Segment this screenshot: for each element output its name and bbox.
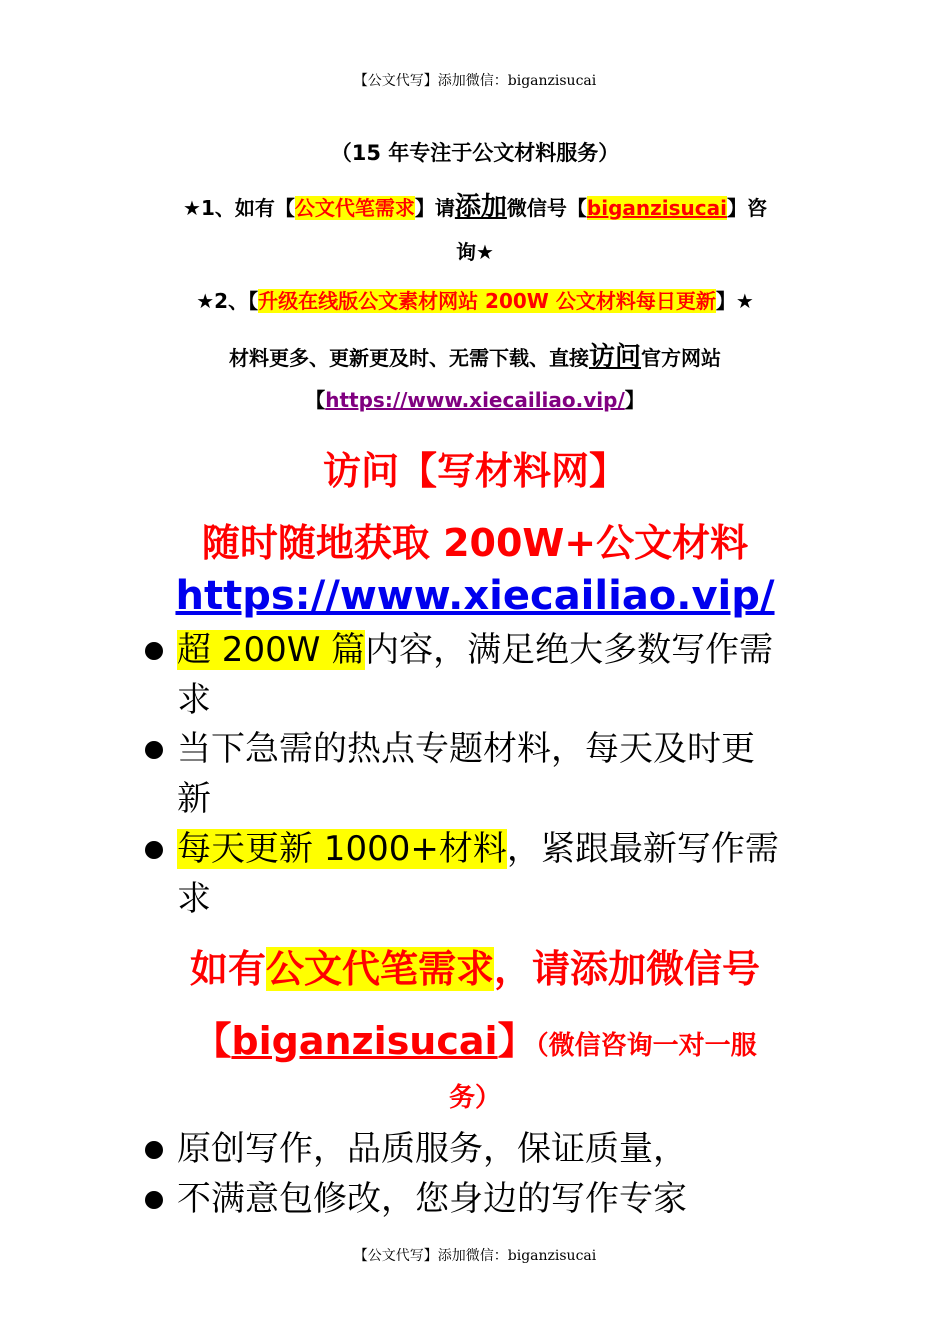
list-item-highlight: 每天更新 1000+材料 — [177, 829, 507, 869]
item1-mid: 】请 — [414, 196, 455, 220]
bullet-icon — [145, 1191, 163, 1209]
item1-wrap: 询★ — [456, 240, 494, 264]
visit-title: 访问【写材料网】 — [322, 449, 627, 493]
page-header: 【公文代写】添加微信：biganzisucai — [353, 73, 597, 89]
list-item — [145, 1174, 805, 1224]
more-suffix: 官方网站 — [641, 346, 721, 370]
list-item-highlight: 超 200W 篇 — [177, 630, 366, 670]
item1-wechat-link[interactable]: biganzisucai — [586, 196, 727, 220]
contact-wechat-link[interactable]: biganzisucai — [231, 1019, 498, 1063]
bullet-icon — [145, 642, 163, 660]
list-item-wrap: 求 — [177, 680, 211, 720]
page-footer: 【公文代写】添加微信：biganzisucai — [353, 1248, 597, 1264]
bullet-icon — [145, 1141, 163, 1159]
bullet-icon — [145, 841, 163, 859]
list-item-wrap: 新 — [177, 779, 211, 819]
list-item — [145, 625, 805, 725]
contact-close: 】 — [497, 1019, 536, 1063]
list-item-text: 内容，满足绝大多数写作需 — [365, 630, 774, 670]
list-item-text: 当下急需的热点专题材料，每天及时更 — [177, 729, 755, 769]
contact-prefix: 如有 — [189, 947, 266, 991]
item2-suffix: 】★ — [715, 289, 754, 313]
list-item-text: 不满意包修改，您身边的写作专家 — [177, 1179, 687, 1219]
item1-mid2: 微信号【 — [506, 196, 587, 220]
url-close: 】 — [624, 388, 645, 412]
list-item — [145, 724, 805, 824]
more-emph: 访问 — [588, 342, 641, 372]
service-line: （15 年专注于公文材料服务） — [330, 141, 620, 165]
item1-highlight: 公文代笔需求 — [294, 196, 415, 220]
big-url-line — [0, 573, 950, 619]
list-item — [145, 824, 805, 924]
more-prefix: 材料更多、更新更及时、无需下载、直接 — [228, 346, 589, 370]
big-site-link[interactable]: https://www.xiecailiao.vip/ — [175, 573, 775, 619]
contact-note-wrap: 务） — [448, 1083, 501, 1113]
list-item — [145, 1124, 805, 1174]
contact-line — [0, 938, 950, 993]
bullet-icon — [145, 741, 163, 759]
contact-note: （微信咨询一对一服 — [535, 1031, 757, 1061]
item2-line — [0, 285, 950, 314]
item1-suffix: 】咨 — [726, 196, 767, 220]
item2-highlight: 升级在线版公文素材网站 200W 公文材料每日更新 — [258, 289, 716, 313]
site-link[interactable]: https://www.xiecailiao.vip/ — [325, 388, 625, 412]
anytime-title: 随时随地获取 200W+公文材料 — [201, 521, 749, 565]
item1-prefix: ★1、如有【 — [183, 196, 295, 220]
contact-suffix: ，请添加微信号 — [494, 947, 761, 991]
list-item-text: 原创写作，品质服务，保证质量， — [177, 1129, 687, 1169]
more-line — [0, 336, 950, 373]
url-line — [0, 384, 950, 413]
list-item-text: ，紧跟最新写作需 — [506, 829, 779, 869]
item1-line — [0, 186, 950, 223]
item2-prefix: ★2、【 — [196, 289, 259, 313]
contact-open: 【 — [193, 1019, 232, 1063]
list-item-wrap: 求 — [177, 879, 211, 919]
url-open: 【 — [305, 388, 326, 412]
contact-wechat-line — [0, 1010, 950, 1065]
item1-emph: 添加 — [454, 192, 507, 222]
contact-highlight: 公文代笔需求 — [265, 947, 494, 991]
